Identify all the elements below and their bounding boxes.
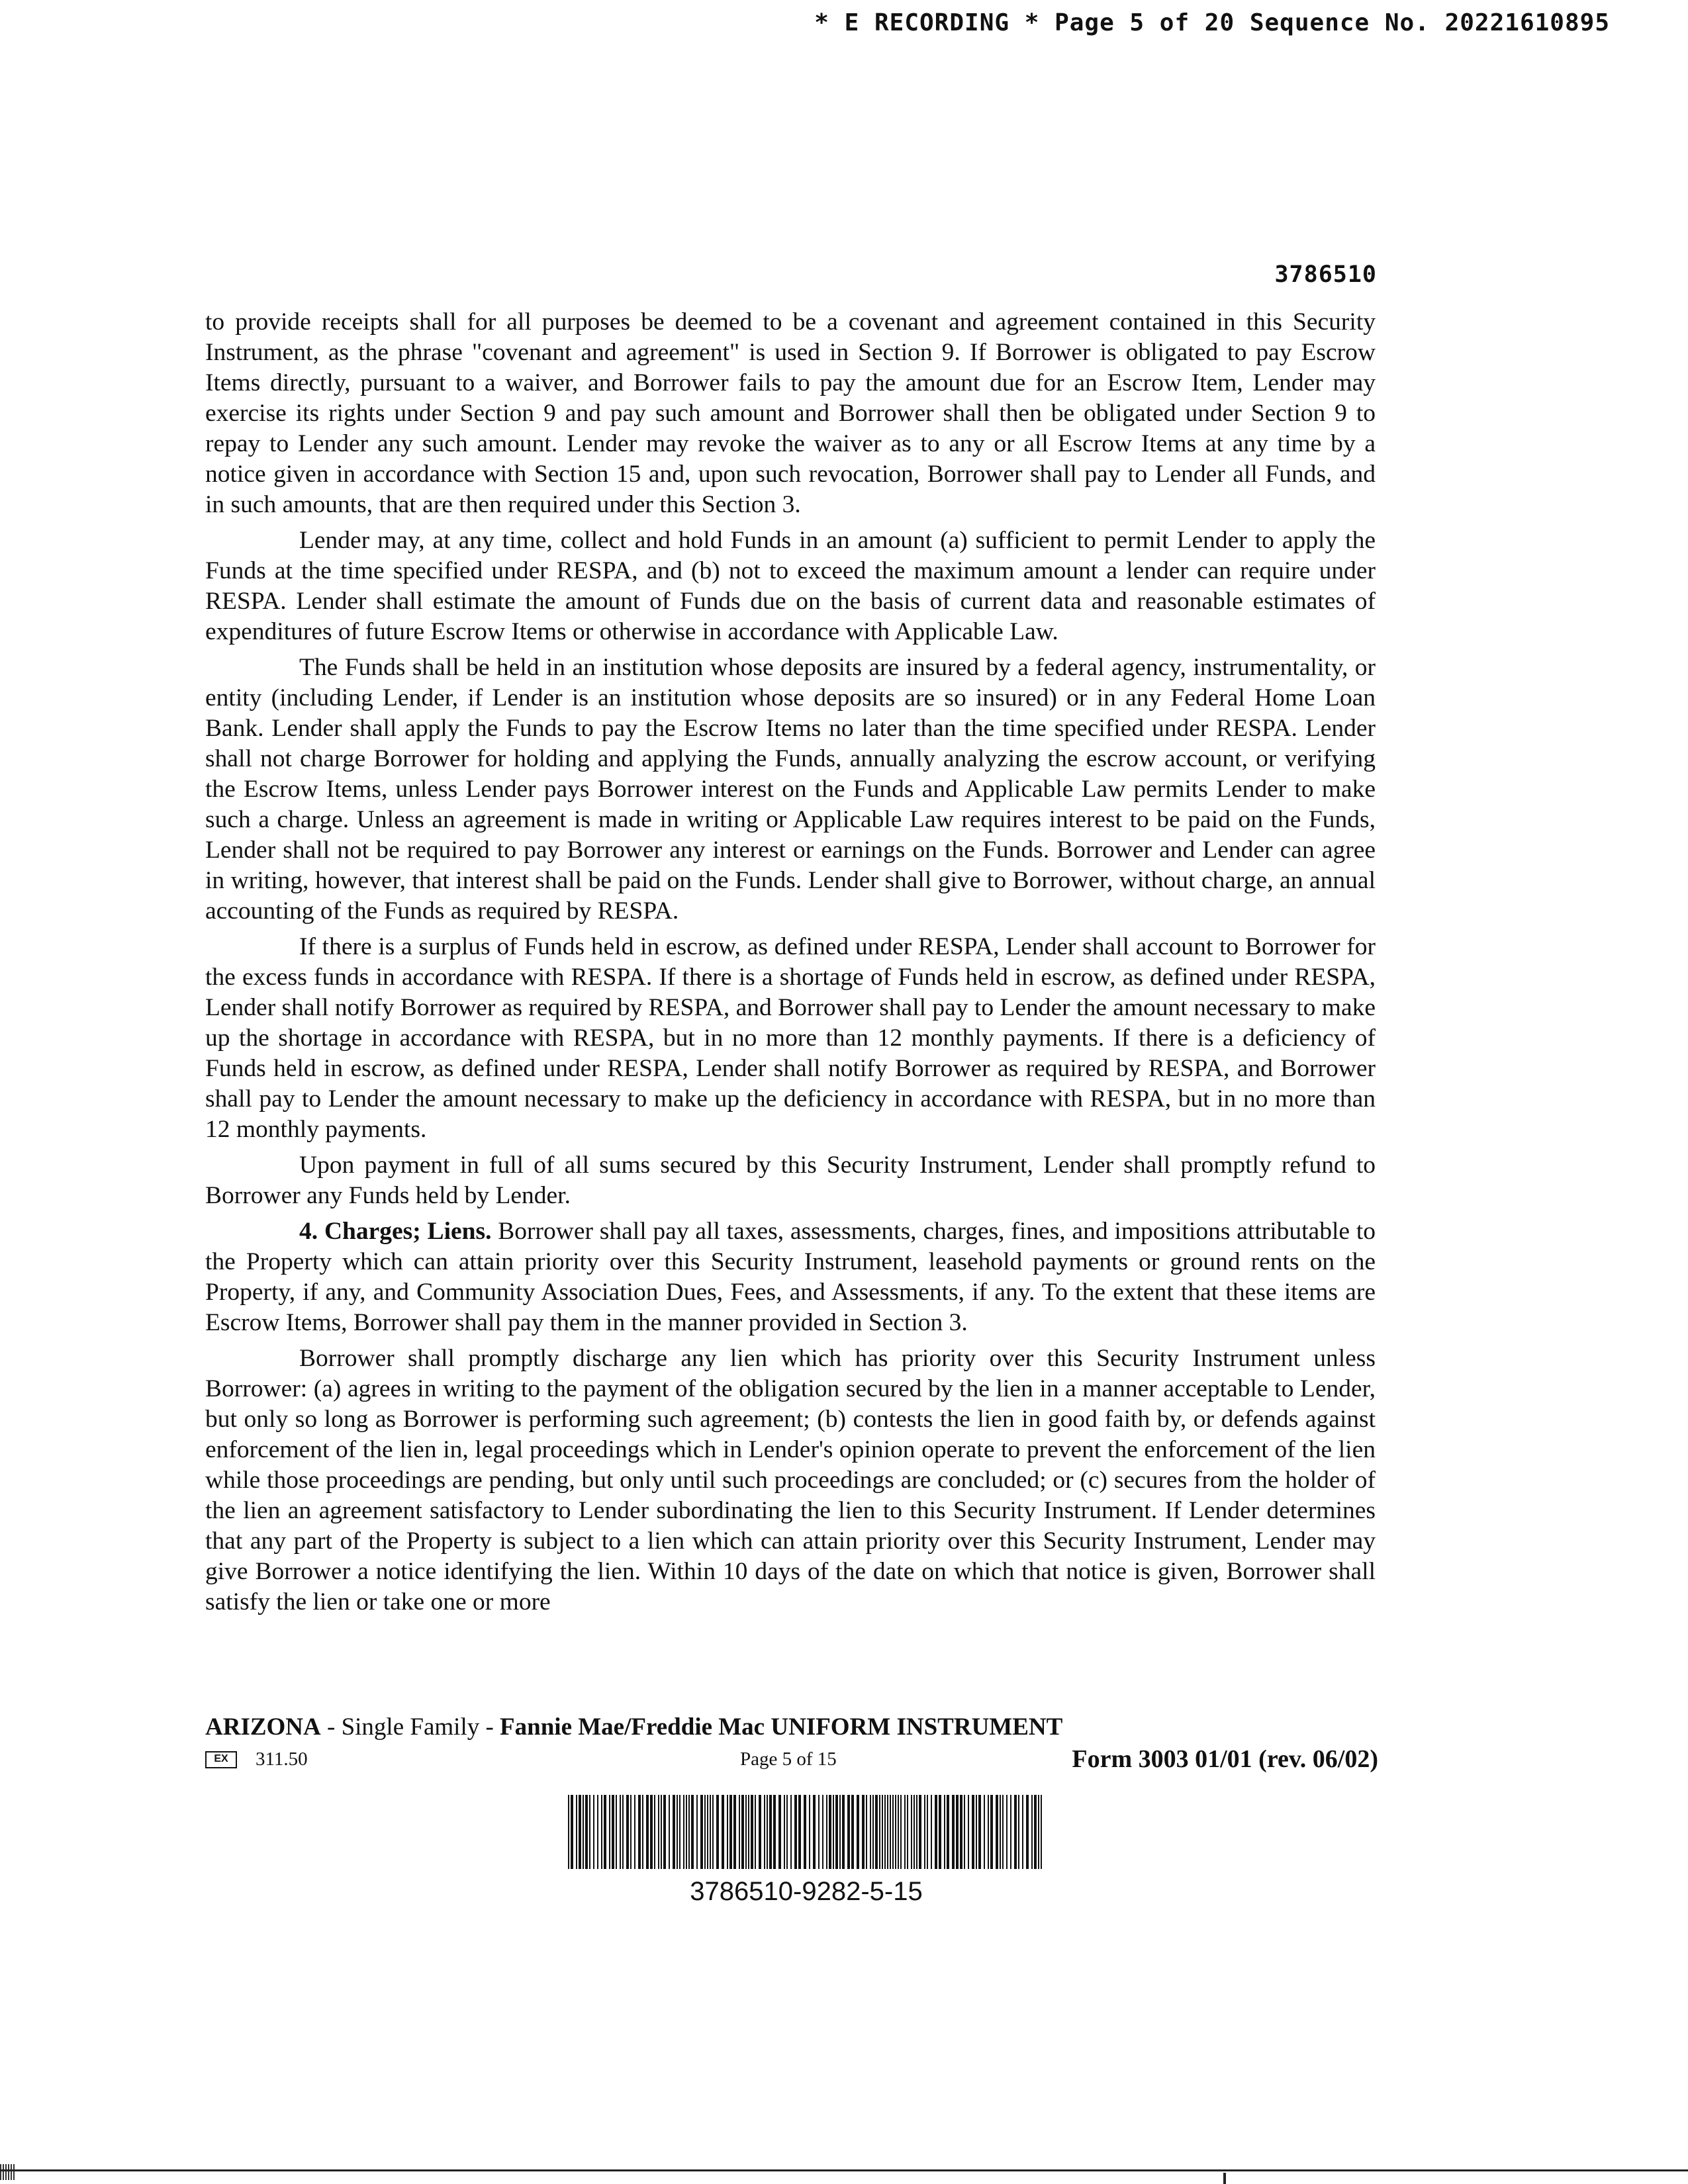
barcode-bar <box>642 1795 643 1869</box>
paragraph-1: to provide receipts shall for all purposes be deemed to be a covenant and agreement contained in this Security Instrument, as the phrase "covenant and agreement" is used in Section 9. If Borrower is obligated to pay Escrow Items directly, pursuant to a waiver, and Borrower fails to pay the amount due for an Escrow Item, Lender may exercise its rights under Section 9 and pay such amount and Borrower shall then be obligated under Section 9 to repay to Lender any such amount. Lender may revoke the waiver as to any or all Escrow Items at any time by a notice given in accordance with Section 15 and, upon such revocation, Borrower shall pay to Lender all Funds, and in such amounts, that are then required under this Section 3. <box>205 308 1376 518</box>
barcode-bar <box>1018 1795 1019 1869</box>
footer-separator: - Single Family - <box>320 1713 500 1741</box>
barcode-bar <box>956 1795 959 1869</box>
barcode-bar <box>972 1795 974 1869</box>
barcode-bar <box>784 1795 785 1869</box>
paragraph-4: If there is a surplus of Funds held in escrow, as defined under RESPA, Lender shall account to Borrower for the excess funds in accordance with RESPA. If there is a shortage of Funds held in escrow, as defined under RESPA, Lender shall notify Borrower as required by RESPA, and Borrower shall pay to Lender the amount necessary to make up the shortage in accordance with RESPA, but in no more than 12 monthly payments. If there is a deficiency of Funds held in escrow, as defined under RESPA, Lender shall notify Borrower as required by RESPA, and Borrower shall pay to Lender the amount necessary to make up the deficiency in accordance with RESPA, but in no more than 12 monthly payments. <box>205 933 1376 1143</box>
barcode-bar <box>673 1795 675 1869</box>
barcode-bar <box>931 1795 932 1869</box>
barcode-bar <box>790 1795 792 1869</box>
paragraph-3: The Funds shall be held in an institution whose deposits are insured by a federal agency, instrumentality, or entity (including Lender, if Lender is an institution whose deposits are so insured) or in any Federal Home Loan Bank. Lender shall apply the Funds to pay the Escrow Items no later than the time specified under RESPA. Lender shall not charge Borrower for holding and applying the Funds, annually analyzing the escrow account, or verifying the Escrow Items, unless Lender pays Borrower interest on the Funds and Applicable Law permits Lender to make such a charge. Unless an agreement is made in writing or Applicable Law requires interest to be paid on the Funds, Lender shall not be required to pay Borrower any interest or earnings on the Funds. Borrower and Lender can agree in writing, however, that interest shall be paid on the Funds. Lender shall give to Borrower, without charge, an annual accounting of the Funds as required by RESPA. <box>205 654 1376 925</box>
barcode-bar <box>916 1795 917 1869</box>
barcode-bar <box>654 1795 655 1869</box>
barcode-bar <box>1026 1795 1029 1869</box>
barcode-bar <box>571 1795 573 1869</box>
barcode-bar <box>778 1795 781 1869</box>
barcode-bar <box>1022 1795 1023 1869</box>
barcode-bar <box>826 1795 827 1869</box>
recording-header: * E RECORDING * Page 5 of 20 Sequence No. 20221610895 <box>814 9 1610 36</box>
section-4-text: Borrower shall pay all taxes, assessments, charges, fines, and impositions attributable to the Property which can attain priority over this Security Instrument, leasehold payments or ground rents on the Property, if any, and Community Association Dues, Fees, and Assessments, if any. To the extent that these items are Escrow Items, Borrower shall pay them in the manner provided in Section 3. <box>205 1218 1376 1336</box>
barcode-bar <box>939 1795 941 1869</box>
barcode-bar <box>900 1795 902 1869</box>
barcode-bar <box>786 1795 788 1869</box>
barcode-bar <box>895 1795 896 1869</box>
barcode-bar <box>935 1795 937 1869</box>
barcode-bar <box>691 1795 694 1869</box>
barcode-bar <box>960 1795 962 1869</box>
paragraph-5: Upon payment in full of all sums secured by this Security Instrument, Lender shall promptly refund to Borrower any Funds held by Lender. <box>205 1152 1376 1209</box>
barcode-bar <box>646 1795 649 1869</box>
barcode-bar <box>683 1795 684 1869</box>
barcode-bar <box>976 1795 977 1869</box>
barcode-bar <box>597 1795 598 1869</box>
barcode-bar <box>688 1795 690 1869</box>
barcode-bar <box>862 1795 865 1869</box>
barcode-bar <box>755 1795 756 1869</box>
barcode-bar <box>700 1795 703 1869</box>
barcode-bar <box>839 1795 841 1869</box>
barcode-bar <box>978 1795 981 1869</box>
barcode-bar <box>804 1795 806 1869</box>
barcode-bar <box>745 1795 747 1869</box>
barcode-bar <box>875 1795 878 1869</box>
barcode-bar <box>887 1795 888 1869</box>
barcode-bar <box>890 1795 891 1869</box>
form-code-value: 311.50 <box>256 1749 308 1770</box>
barcode-bar <box>996 1795 998 1869</box>
barcode-bar <box>722 1795 724 1869</box>
barcode-bar <box>739 1795 740 1869</box>
barcode-bar <box>822 1795 823 1869</box>
barcode-bar <box>857 1795 859 1869</box>
barcode-number: 3786510-9282-5-15 <box>690 1877 923 1906</box>
barcode-bar <box>686 1795 687 1869</box>
barcode-bar <box>1000 1795 1001 1869</box>
barcode-bar <box>813 1795 816 1869</box>
barcode <box>568 1795 1045 1907</box>
barcode-bar <box>759 1795 761 1869</box>
barcode-bar <box>622 1795 624 1869</box>
form-code <box>205 1749 308 1770</box>
barcode-bar <box>634 1795 635 1869</box>
barcode-bar <box>626 1795 629 1869</box>
section-4-paragraph <box>205 1216 1376 1338</box>
ellie-mae-icon: EX <box>205 1751 237 1768</box>
scan-mark <box>0 2164 16 2180</box>
barcode-bar <box>851 1795 854 1869</box>
barcode-bar <box>679 1795 680 1869</box>
barcode-bar <box>879 1795 880 1869</box>
barcode-bar <box>716 1795 719 1869</box>
page-count: Page 5 of 15 <box>740 1749 837 1770</box>
barcode-bar <box>947 1795 949 1869</box>
barcode-bar <box>870 1795 871 1869</box>
barcode-bar <box>798 1795 801 1869</box>
barcode-bar <box>620 1795 621 1869</box>
barcode-bar <box>601 1795 602 1869</box>
barcode-bar <box>764 1795 765 1869</box>
barcode-bar <box>927 1795 928 1869</box>
barcode-bar <box>704 1795 706 1869</box>
barcode-bar <box>911 1795 912 1869</box>
barcode-bar <box>677 1795 678 1869</box>
barcode-bar <box>612 1795 614 1869</box>
barcode-bar <box>842 1795 845 1869</box>
barcode-bar <box>589 1795 590 1869</box>
barcode-bar <box>696 1795 698 1869</box>
barcode-bar <box>733 1795 736 1869</box>
barcode-bar <box>729 1795 732 1869</box>
barcode-bar <box>1002 1795 1004 1869</box>
barcode-bar <box>1041 1795 1042 1869</box>
barcode-bar <box>904 1795 906 1869</box>
barcode-bar <box>884 1795 886 1869</box>
barcode-bar <box>968 1795 969 1869</box>
barcode-bar <box>658 1795 659 1869</box>
barcode-bar <box>568 1795 569 1869</box>
footer-row <box>205 1745 1378 1778</box>
barcode-bar <box>712 1795 714 1869</box>
barcode-bar <box>964 1795 965 1869</box>
bottom-rule <box>0 2169 1688 2171</box>
barcode-bar <box>661 1795 662 1869</box>
barcode-bar <box>1031 1795 1033 1869</box>
barcode-bar <box>748 1795 749 1869</box>
barcode-bar <box>604 1795 606 1869</box>
barcode-bar <box>907 1795 908 1869</box>
barcode-bar <box>1010 1795 1011 1869</box>
barcode-bar <box>616 1795 617 1869</box>
barcode-bar <box>866 1795 867 1869</box>
barcode-bar <box>898 1795 899 1869</box>
bottom-tick <box>1223 2173 1226 2184</box>
barcode-bar <box>663 1795 666 1869</box>
barcode-bar <box>829 1795 831 1869</box>
barcode-bar <box>650 1795 653 1869</box>
barcode-bar <box>794 1795 797 1869</box>
barcode-bar <box>924 1795 925 1869</box>
paragraph-lien: Borrower shall promptly discharge any lien which has priority over this Security Instrument unless Borrower: (a) agrees in writing to the payment of the obligation secured by the lien in a manner acceptable to Lender, but only so long as Borrower is performing such agreement; (b) contests the lien in good faith by, or defends against enforcement of the lien in, legal proceedings which in Lender's opinion operate to prevent the enforcement of the lien while those proceedings are pending, but only until such proceedings are concluded; or (c) secures from the holder of the lien an agreement satisfactory to Lender subordinating the lien to this Security Instrument. If Lender determines that any part of the Property is subject to a lien which can attain priority over this Security Instrument, Lender may give Borrower a notice identifying the lien. Within 10 days of the date on which that notice is given, Borrower shall satisfy the lien or take one or more <box>205 1345 1376 1615</box>
barcode-bar <box>767 1795 768 1869</box>
barcode-bar <box>919 1795 921 1869</box>
footer-title <box>205 1713 1062 1741</box>
barcode-bar <box>773 1795 776 1869</box>
barcode-bar <box>769 1795 772 1869</box>
barcode-bar <box>741 1795 744 1869</box>
barcode-bar <box>638 1795 641 1869</box>
barcode-bar <box>988 1795 989 1869</box>
barcode-bar <box>892 1795 894 1869</box>
barcode-bar <box>984 1795 985 1869</box>
barcode-bar <box>710 1795 711 1869</box>
barcode-bar <box>576 1795 577 1869</box>
paragraph-2: Lender may, at any time, collect and hold Funds in an amount (a) sufficient to permit Lender to apply the Funds at the time specified under RESPA, and (b) not to exceed the maximum amount a lender can require under RESPA. Lender shall estimate the amount of Funds due on the basis of current data and reasonable estimates of expenditures of future Escrow Items or otherwise in accordance with Applicable Law. <box>205 527 1376 645</box>
barcode-bar <box>630 1795 632 1869</box>
barcode-bar <box>952 1795 955 1869</box>
barcode-bar <box>585 1795 588 1869</box>
barcode-bar <box>835 1795 838 1869</box>
barcode-bar <box>727 1795 728 1869</box>
barcode-bar <box>707 1795 708 1869</box>
barcode-bar <box>809 1795 810 1869</box>
document-body <box>205 307 1376 1623</box>
barcode-bar <box>1038 1795 1039 1869</box>
barcode-bar <box>990 1795 993 1869</box>
barcode-bar <box>751 1795 753 1869</box>
barcode-bar <box>1006 1795 1008 1869</box>
footer-state: ARIZONA <box>205 1713 321 1741</box>
barcode-bar <box>579 1795 581 1869</box>
barcode-bar <box>833 1795 834 1869</box>
barcode-bar <box>1014 1795 1017 1869</box>
barcode-bar <box>872 1795 874 1869</box>
barcode-bar <box>882 1795 883 1869</box>
form-number: Form 3003 01/01 (rev. 06/02) <box>1072 1745 1378 1773</box>
barcode-bar <box>583 1795 584 1869</box>
barcode-bar <box>944 1795 945 1869</box>
barcode-bar <box>669 1795 670 1869</box>
footer-instrument: Fannie Mae/Freddie Mac UNIFORM INSTRUMENT <box>500 1713 1063 1741</box>
barcode-bar <box>847 1795 850 1869</box>
barcode-graphic <box>568 1795 1045 1869</box>
document-number: 3786510 <box>1274 261 1377 288</box>
section-4-heading: 4. Charges; Liens. <box>299 1218 492 1245</box>
barcode-bar <box>593 1795 594 1869</box>
barcode-bar <box>1034 1795 1037 1869</box>
barcode-bar <box>609 1795 610 1869</box>
barcode-bar <box>818 1795 820 1869</box>
barcode-bar <box>914 1795 915 1869</box>
